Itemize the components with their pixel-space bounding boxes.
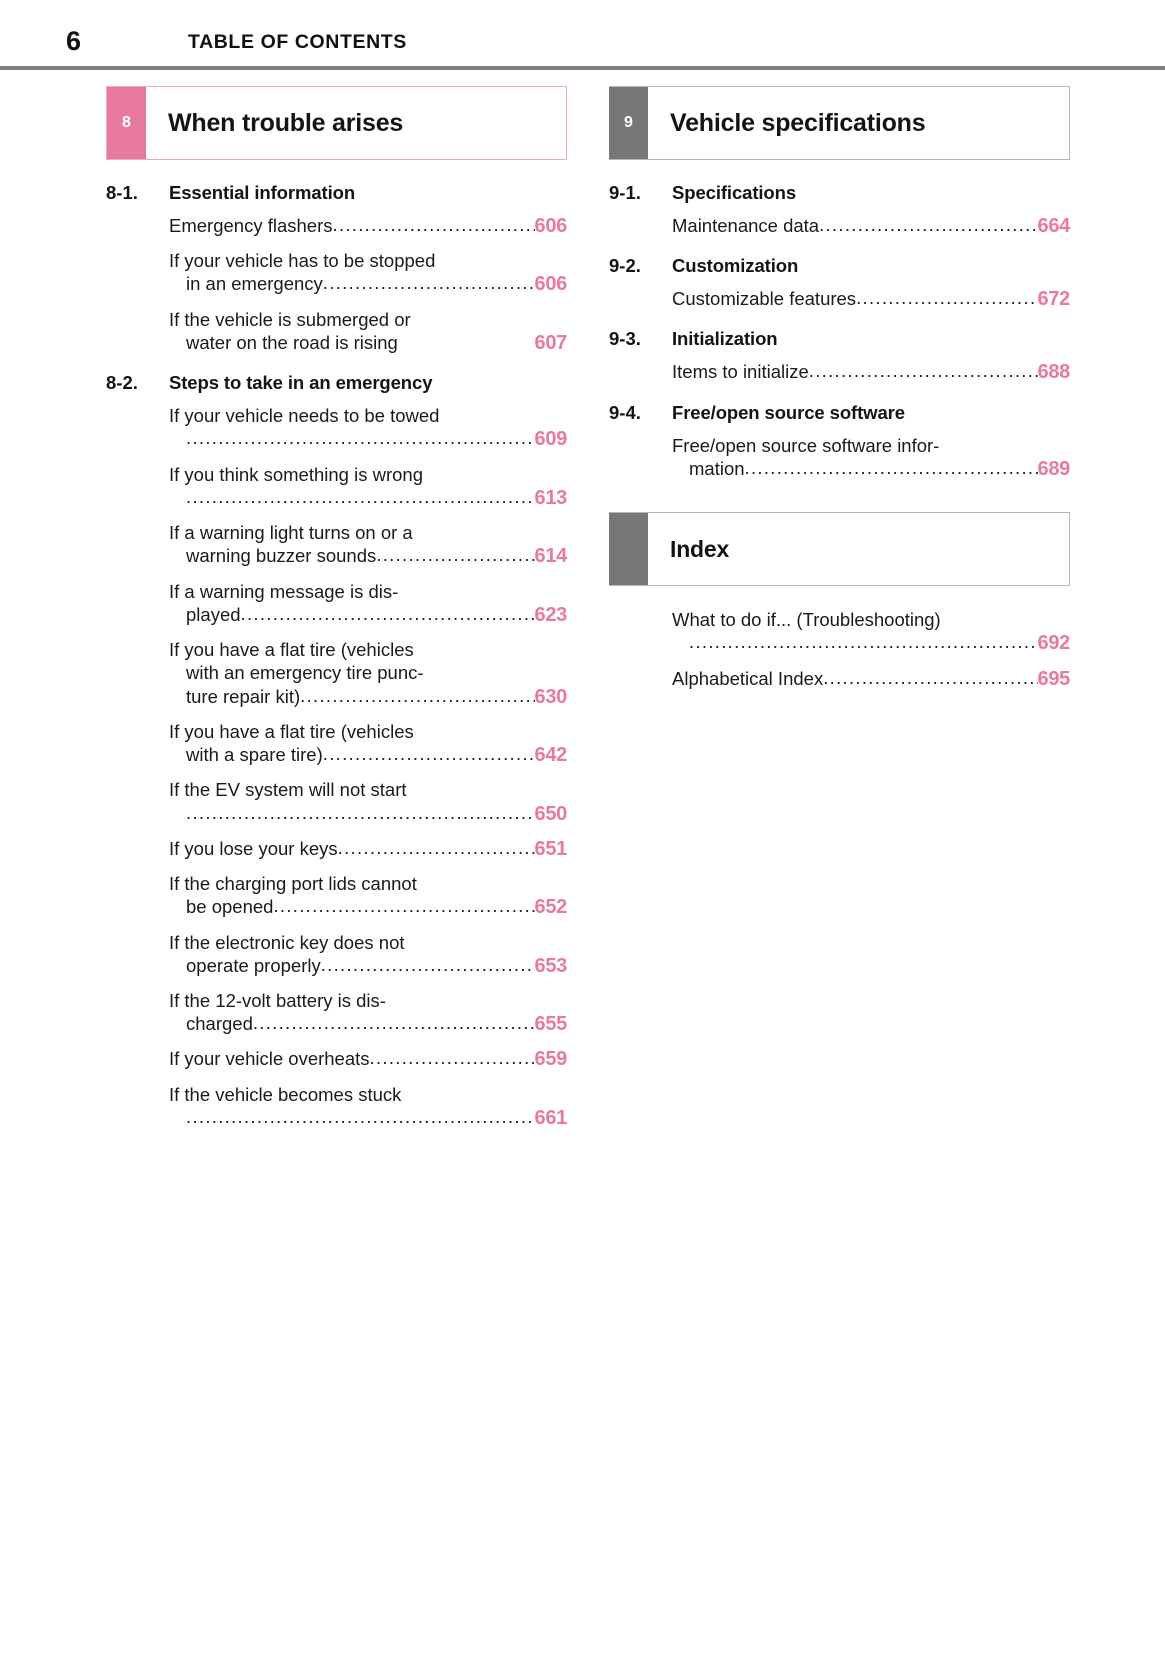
section-number: 9-4.	[609, 401, 641, 423]
header-divider	[0, 66, 1165, 70]
section-title: Specifications	[672, 182, 797, 203]
toc-entry-line	[672, 287, 1070, 312]
section-heading[interactable]	[609, 182, 1070, 204]
toc-entry-line	[169, 463, 567, 486]
page-reference[interactable]: 642	[534, 744, 567, 767]
toc-entry-text: If you lose your keys	[169, 837, 338, 859]
index-banner[interactable]	[609, 512, 1070, 586]
page-reference[interactable]: 606	[534, 273, 567, 296]
toc-entry-line	[169, 521, 567, 544]
page-reference[interactable]: 652	[534, 896, 567, 919]
toc-entry[interactable]	[169, 778, 567, 826]
leader-dots	[186, 1105, 535, 1128]
leader-dots	[689, 630, 1038, 653]
leader-dots	[321, 953, 535, 976]
leader-dots	[376, 543, 534, 566]
leader-dots	[323, 742, 535, 765]
page-title: TABLE OF CONTENTS	[188, 31, 407, 53]
toc-entry[interactable]	[169, 580, 567, 628]
toc-entry-line	[169, 743, 567, 768]
page-reference[interactable]: 695	[1037, 667, 1070, 690]
toc-entry-text: Items to initialize	[672, 361, 809, 383]
section-number: 9-3.	[609, 328, 641, 350]
page-reference[interactable]: 623	[534, 603, 567, 626]
toc-entry[interactable]	[672, 667, 1070, 692]
toc-entry[interactable]	[672, 608, 1070, 656]
leader-dots	[338, 836, 535, 859]
toc-entry-line	[169, 931, 567, 954]
chapter-number-tab: 9	[609, 87, 648, 159]
section-title: Initialization	[672, 328, 778, 350]
toc-entry-text: played	[186, 603, 241, 625]
toc-entry-text: If you think something is wrong	[169, 463, 423, 485]
page-header	[0, 0, 1165, 62]
toc-entry-text: Maintenance data	[672, 215, 820, 236]
toc-entry-line	[169, 954, 567, 979]
leader-dots	[823, 666, 1037, 689]
toc-entry-text: water on the road is rising	[186, 331, 398, 353]
toc-entry-line	[672, 608, 1070, 631]
page-reference[interactable]: 630	[534, 685, 567, 708]
leader-dots	[819, 213, 1037, 236]
toc-entry-line	[169, 603, 567, 628]
toc-entry-text: Free/open source software infor-	[672, 434, 940, 456]
leader-dots	[745, 456, 1038, 479]
page-reference[interactable]: 655	[534, 1013, 567, 1036]
toc-entry-text: If the EV system will not start	[169, 779, 407, 801]
page-reference[interactable]: 664	[1037, 215, 1070, 237]
toc-entry-line	[169, 272, 567, 297]
toc-entry-line	[169, 1012, 567, 1037]
chapter-banner-9[interactable]	[609, 86, 1070, 160]
right-column	[609, 86, 1070, 1131]
leader-dots	[300, 684, 534, 707]
section-heading[interactable]	[106, 182, 567, 204]
toc-entry-line	[169, 989, 567, 1012]
page-reference[interactable]: 614	[534, 545, 567, 568]
toc-entry-line	[169, 778, 567, 801]
toc-entry-text: If your vehicle has to be stopped	[169, 250, 436, 272]
leader-dots	[809, 359, 1038, 382]
leader-dots	[323, 271, 535, 294]
toc-entry-line	[169, 427, 567, 452]
toc-entry[interactable]	[169, 463, 567, 511]
toc-entry[interactable]	[169, 249, 567, 297]
section-number: 9-2.	[609, 255, 641, 277]
page-reference[interactable]: 607	[534, 331, 567, 354]
toc-entry-text: If a warning light turns on or a	[169, 522, 413, 544]
left-sections	[106, 182, 567, 1131]
toc-entry[interactable]	[169, 872, 567, 920]
toc-entry-line	[672, 631, 1070, 656]
leader-dots	[241, 602, 535, 625]
section-number: 8-1.	[106, 182, 138, 203]
right-sections	[609, 182, 1070, 482]
section-number: 8-2.	[106, 372, 138, 394]
index-tab	[609, 513, 648, 585]
toc-entry-text: be opened	[186, 896, 274, 918]
toc-entry[interactable]	[169, 720, 567, 768]
section-heading[interactable]	[106, 372, 567, 394]
page-reference[interactable]: 653	[534, 954, 567, 977]
section-heading[interactable]	[609, 328, 1070, 350]
section-number: 9-1.	[609, 182, 641, 203]
toc-entry-line	[169, 837, 567, 862]
toc-entry-text: If you have a flat tire (vehicles	[169, 639, 414, 661]
toc-entry-text: with a spare tire)	[186, 744, 323, 766]
toc-entry-text: If a warning message is dis-	[169, 580, 399, 602]
leader-dots	[332, 213, 534, 236]
left-column	[106, 86, 567, 1131]
index-entries	[609, 608, 1070, 692]
toc-entry-line	[169, 544, 567, 569]
section-heading[interactable]	[609, 255, 1070, 277]
page-reference[interactable]: 661	[534, 1106, 567, 1129]
section-title: Essential information	[169, 182, 356, 203]
page-reference[interactable]: 692	[1037, 632, 1070, 655]
page-reference[interactable]: 650	[534, 802, 567, 825]
section-title: Customization	[672, 255, 799, 277]
toc-entry-line	[169, 580, 567, 603]
page-reference[interactable]: 659	[534, 1048, 567, 1071]
toc-entry-line	[169, 404, 567, 427]
page-reference[interactable]: 689	[1037, 457, 1070, 480]
toc-entry-line	[672, 667, 1070, 692]
toc-entry[interactable]	[672, 214, 1070, 239]
leader-dots	[186, 485, 535, 508]
page-reference[interactable]: 688	[1037, 361, 1070, 384]
toc-entry-line	[169, 214, 567, 239]
toc-entry-line	[169, 872, 567, 895]
toc-entry[interactable]	[672, 287, 1070, 312]
toc-entry-text: warning buzzer sounds	[186, 545, 377, 567]
toc-entry[interactable]	[169, 1047, 567, 1072]
page-number: 6	[66, 26, 82, 56]
toc-entry-line	[672, 214, 1070, 239]
toc-columns	[0, 86, 1165, 1131]
toc-entry[interactable]	[169, 931, 567, 979]
leader-dots	[856, 286, 1037, 309]
page-reference[interactable]: 609	[534, 428, 567, 451]
toc-entry[interactable]	[169, 837, 567, 862]
page-reference[interactable]: 613	[534, 486, 567, 509]
toc-entry-text: If the 12-volt battery is dis-	[169, 990, 386, 1011]
section-title: Steps to take in an emergency	[169, 372, 433, 394]
toc-entry[interactable]	[672, 360, 1070, 385]
section-heading[interactable]	[609, 402, 1070, 424]
toc-entry-text: If your vehicle overheats	[169, 1048, 370, 1070]
leader-dots	[253, 1011, 535, 1034]
toc-entry-text: operate properly	[186, 954, 321, 976]
toc-entry[interactable]	[169, 308, 567, 356]
toc-entry-line	[169, 308, 567, 331]
toc-entry-line	[169, 1047, 567, 1072]
chapter-title: When trouble arises	[146, 87, 566, 159]
page-reference[interactable]: 606	[534, 215, 567, 237]
leader-dots	[370, 1046, 535, 1069]
leader-dots	[186, 801, 535, 824]
toc-entry-text: mation	[689, 457, 745, 479]
toc-entry-line	[169, 720, 567, 743]
toc-entry-line	[672, 434, 1070, 457]
toc-entry-line	[169, 895, 567, 920]
leader-dots	[186, 426, 535, 449]
toc-entry-line	[169, 661, 567, 684]
toc-entry-text: Alphabetical Index	[672, 667, 824, 689]
toc-entry[interactable]	[672, 434, 1070, 482]
toc-entry-line	[169, 638, 567, 661]
toc-entry[interactable]	[169, 1083, 567, 1131]
leader-dots	[273, 894, 534, 917]
toc-entry-text: charged	[186, 1013, 253, 1035]
toc-entry-text: What to do if... (Troubleshooting)	[672, 609, 941, 631]
toc-entry-text: Emergency flashers	[169, 215, 333, 236]
toc-entry-line	[169, 1083, 567, 1106]
toc-entry-text: If the charging port lids cannot	[169, 873, 417, 895]
page-reference[interactable]: 651	[534, 837, 567, 860]
chapter-number-tab: 8	[107, 87, 146, 159]
toc-entry-line	[169, 249, 567, 272]
toc-entry-text: If the vehicle is submerged or	[169, 308, 411, 330]
toc-entry-line	[169, 802, 567, 827]
chapter-banner-8[interactable]	[106, 86, 567, 160]
toc-entry-text: in an emergency	[186, 273, 323, 295]
toc-entry-line	[169, 685, 567, 710]
toc-entry-text: If the vehicle becomes stuck	[169, 1083, 402, 1105]
toc-entry[interactable]	[169, 404, 567, 452]
toc-entry-text: with an emergency tire punc-	[186, 662, 424, 684]
toc-entry-text: If the electronic key does not	[169, 931, 405, 953]
toc-entry-text: If your vehicle needs to be towed	[169, 405, 440, 427]
toc-entry[interactable]	[169, 989, 567, 1037]
toc-entry-text: If you have a flat tire (vehicles	[169, 720, 414, 742]
toc-entry-text: Customizable features	[672, 288, 857, 310]
chapter-title: Vehicle specifications	[648, 87, 1069, 159]
toc-entry[interactable]	[169, 214, 567, 239]
toc-entry-text: ture repair kit)	[186, 685, 301, 707]
toc-entry[interactable]	[169, 638, 567, 710]
toc-entry-line	[169, 486, 567, 511]
toc-entry-line	[672, 457, 1070, 482]
toc-entry[interactable]	[169, 521, 567, 569]
toc-entry-line	[672, 360, 1070, 385]
toc-entry-line	[169, 1106, 567, 1131]
section-title: Free/open source software	[672, 401, 905, 423]
toc-entry-line	[169, 331, 567, 356]
page-reference[interactable]: 672	[1037, 288, 1070, 311]
index-title: Index	[648, 513, 1069, 585]
